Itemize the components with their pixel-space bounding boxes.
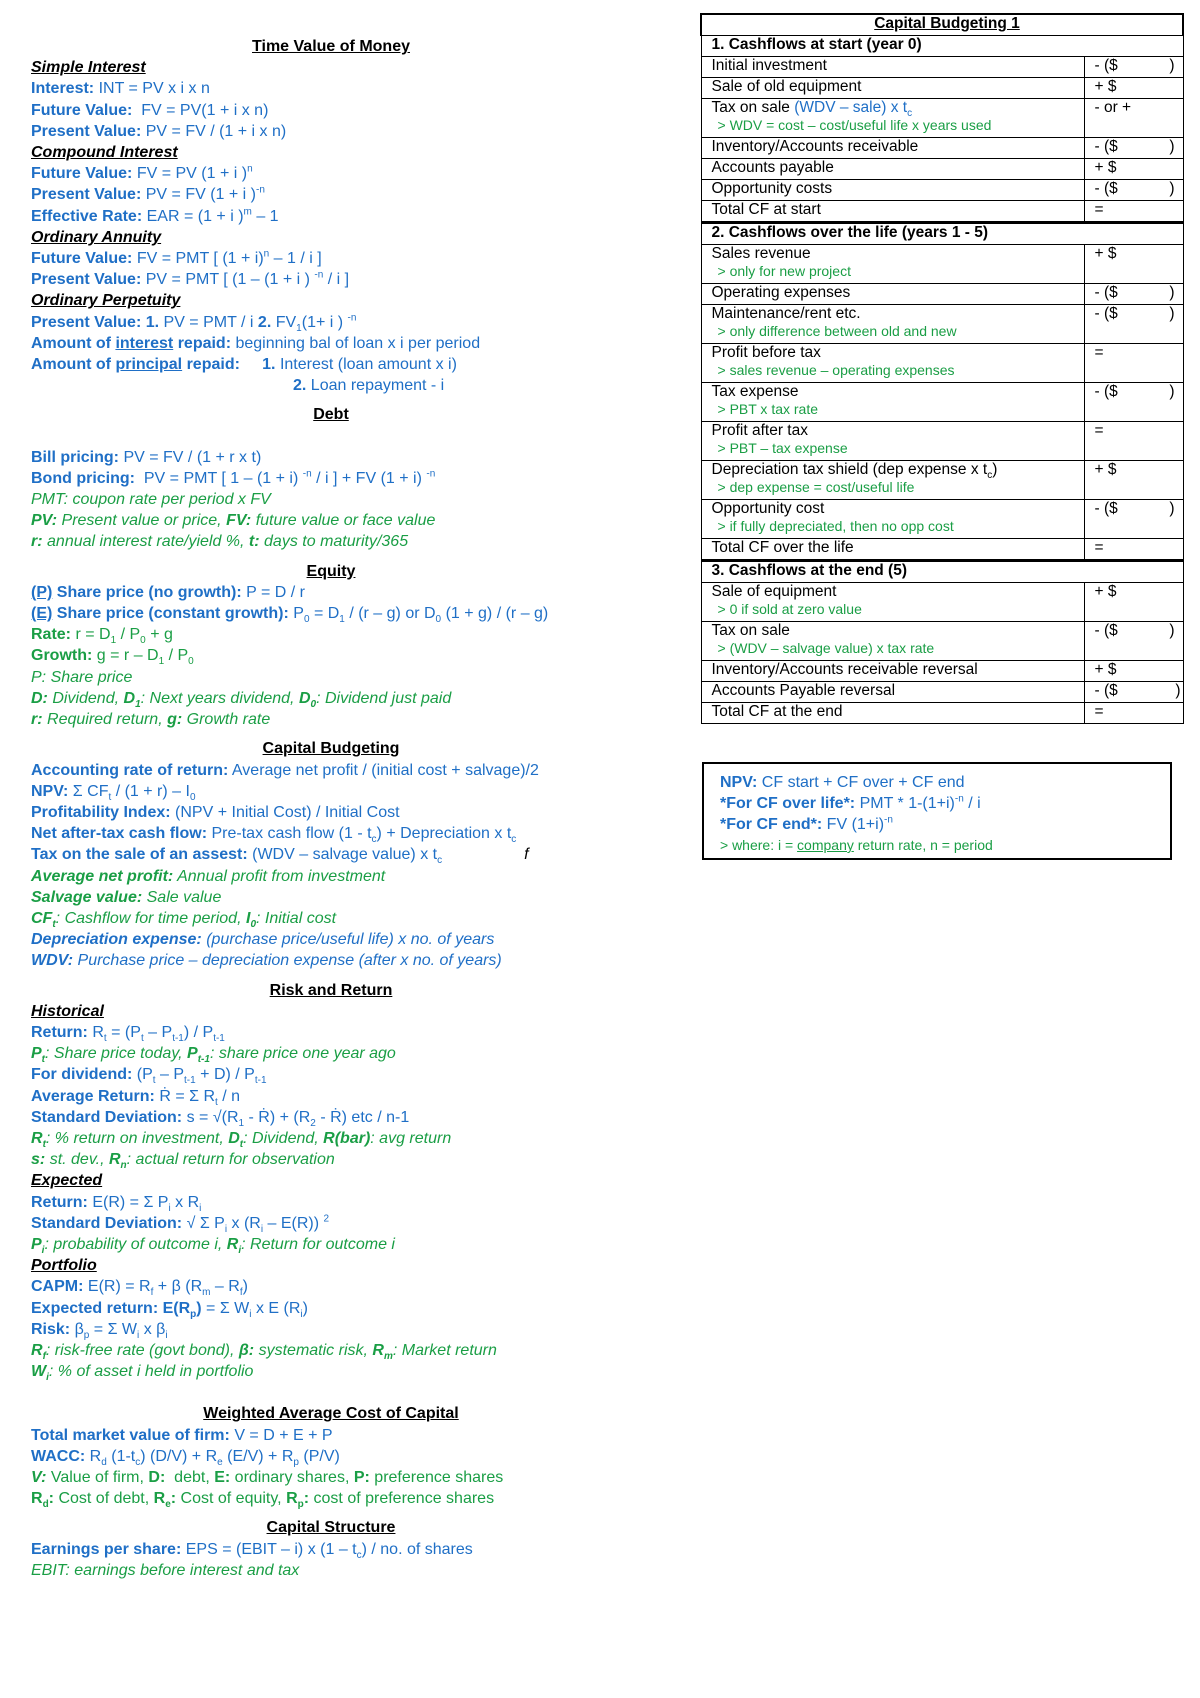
formula-simple-fv: Future Value: FV = PV(1 + i x n) bbox=[31, 101, 269, 119]
formula-rate: Rate: $r = D_1 / P_0 + g$ bbox=[31, 626, 173, 647]
formula-principal-repaid: Amount of principal repaid: 1. Interest (loan amount x i) bbox=[31, 356, 457, 374]
section-heading-capital-budgeting: Capital Budgeting bbox=[262, 740, 400, 758]
definition-rt: $R_t$: % return on investment, $D_t$: Dividend, R(bar): avg return bbox=[31, 1129, 452, 1151]
table-row: Profit before tax > sales revenue – operating expenses = bbox=[701, 344, 1183, 383]
table-row: Tax on sale > (WDV – salvage value) x tax rate - ($ ) bbox=[701, 622, 1183, 661]
formula-share-price-no-growth: (P) Share price (no growth): P = D / r bbox=[31, 583, 305, 601]
definition-average-net-profit: Average net profit: Annual profit from investment bbox=[31, 867, 386, 885]
table-row: Total CF at the end = bbox=[701, 703, 1183, 724]
table-row: Accounts Payable reversal - ($ ) bbox=[701, 682, 1183, 703]
table-row: Tax expense > PBT x tax rate - ($ ) bbox=[701, 383, 1183, 422]
definition-depreciation: Depreciation expense: (purchase price/useful life) x no. of years bbox=[31, 931, 495, 949]
formula-eps: Earnings per share: EPS = (EBIT – i) x $(1 - t_c)$ / no. of shares bbox=[31, 1540, 473, 1561]
npv-cf-over-life: *For CF over life*: PMT * $1-(1+i)^{-n} / i$ bbox=[720, 793, 981, 812]
formula-simple-pv: Present Value: PV = FV / (1 + i x n) bbox=[31, 122, 287, 140]
formula-annuity-pv: Present Value: PV = PMT [ (1 – (1 + i ) $^{-n}$ / i ] bbox=[31, 269, 350, 289]
formula-wacc: WACC: $R_d$ $(1-t_c) (D/V) + R_e$ $(E/V) + R_p$ (P/V) bbox=[31, 1447, 340, 1468]
formula-expected-return: Return: E(R) = Σ $P_i$ x $R_i$ bbox=[31, 1193, 202, 1214]
formula-arr: Accounting rate of return: Average net profit / (initial cost + salvage)/2 bbox=[31, 761, 539, 779]
formula-return: Return: $R_t = (P_t - P_{t-1}) / P_{t-1}$ bbox=[31, 1023, 225, 1045]
formula-share-price-constant-growth: (E) Share price (constant growth): $P_0 = D_1 / (r - g)$ or $D_0$ (1 + g) / (r – g) bbox=[31, 605, 549, 626]
section-heading-capital-structure: Capital Structure bbox=[266, 1519, 396, 1537]
table-row: Depreciation tax shield (dep expense x $t_c$) > dep expense = cost/useful life + $ bbox=[701, 461, 1183, 500]
formula-principal-repaid-2: 2. Loan repayment - i bbox=[293, 377, 445, 395]
table-section-end: 3. Cashflows at the end (5) bbox=[701, 561, 1183, 583]
subheading-ordinary-perpetuity: Ordinary Perpetuity bbox=[31, 292, 181, 310]
section-heading-wacc: Weighted Average Cost of Capital bbox=[203, 1405, 459, 1423]
formula-interest-repaid: Amount of interest repaid: beginning bal of loan x i per period bbox=[31, 334, 481, 352]
formula-perpetuity-pv: Present Value: 1. PV = PMT / i 2. $FV_1(1+ i$ ) $^{-n}$ bbox=[31, 312, 357, 334]
subheading-compound-interest: Compound Interest bbox=[31, 144, 178, 162]
definition-s: s: st. dev., $R_n$: actual return for observation bbox=[31, 1151, 335, 1172]
subheading-ordinary-annuity: Ordinary Annuity bbox=[31, 228, 162, 246]
table-row: Sale of equipment > 0 if sold at zero value + $ bbox=[701, 583, 1183, 622]
formula-annuity-fv: Future Value: FV = PMT [ $(1 + i)^n - 1 / i$ ] bbox=[31, 248, 322, 268]
formula-dividend-return: For dividend: $(P_t - P_{t-1} + D) / P_{t-1}$ bbox=[31, 1066, 267, 1087]
definition-r-t: r: annual interest rate/yield %, t: days to maturity/365 bbox=[31, 533, 409, 551]
definition-ebit: EBIT: earnings before interest and tax bbox=[31, 1561, 300, 1579]
section-heading-debt: Debt bbox=[313, 406, 349, 424]
table-row: Accounts payable + $ bbox=[701, 159, 1183, 180]
table-row: Opportunity cost > if fully depreciated, then no opp cost - ($ ) bbox=[701, 500, 1183, 539]
definition-wdv: WDV: Purchase price – depreciation expense (after x no. of years) bbox=[31, 952, 502, 970]
section-heading-tvm: Time Value of Money bbox=[252, 38, 410, 55]
section-heading-equity: Equity bbox=[306, 562, 356, 580]
formula-compound-fv: Future Value: FV = PV (1 + i )$^n$ bbox=[31, 163, 253, 183]
definition-wacc-vars: V: Value of firm, D: debt, E: ordinary shares, P: preference shares bbox=[31, 1469, 504, 1486]
formula-tax-on-sale: Tax on the sale of an assest: (WDV – salvage value) x $t_c$ f bbox=[31, 846, 529, 867]
definition-wacc-costs: $R_d$: Cost of debt, $R_e$: Cost of equity, $R_p$: cost of preference shares bbox=[31, 1490, 495, 1511]
formula-portfolio-risk: Risk: $\beta_p = \Sigma$ $W_i$ x $\beta_i$ bbox=[31, 1320, 168, 1341]
formula-ear: Effective Rate: EAR = (1 + i )$^m$ – 1 bbox=[31, 206, 279, 225]
table-row: Sale of old equipment + $ bbox=[701, 78, 1183, 99]
subheading-simple-interest: Simple Interest bbox=[31, 59, 146, 77]
capital-budgeting-table bbox=[700, 13, 1184, 724]
formula-npv: NPV: Σ $CF_t / (1 + r) - I_0$ bbox=[31, 782, 196, 803]
definition-cf: $CF_t$: Cashflow for time period, $I_0$: Initial cost bbox=[31, 909, 337, 931]
definition-salvage-value: Salvage value: Sale value bbox=[31, 888, 222, 906]
formula-total-market-value: Total market value of firm: V = D + E + P bbox=[31, 1426, 333, 1444]
subheading-historical: Historical bbox=[31, 1002, 104, 1020]
formula-average-return: Average Return: Ṙ = Σ $R_t$ / n bbox=[31, 1087, 241, 1108]
formula-column bbox=[31, 36, 671, 1581]
npv-where-note: > where: i = company return rate, n = period bbox=[720, 837, 993, 853]
section-heading-risk-return: Risk and Return bbox=[269, 981, 393, 999]
table-row: Tax on sale (WDV – sale) x $t_c$ > WDV = cost – cost/useful life x years used - or + bbox=[701, 99, 1183, 138]
definition-d: D: Dividend, $D_1$: Next years dividend, $D_0$: Dividend just paid bbox=[31, 689, 452, 711]
subheading-expected: Expected bbox=[31, 1172, 103, 1190]
npv-line: NPV: CF start + CF over + CF end bbox=[720, 774, 965, 791]
subheading-portfolio: Portfolio bbox=[31, 1257, 97, 1275]
npv-summary-box bbox=[702, 762, 1172, 860]
definition-pv-fv: PV: Present value or price, FV: future value or face value bbox=[31, 512, 436, 530]
formula-growth: Growth: $g = r - D_1 / P_0$ bbox=[31, 647, 194, 668]
table-row: Profit after tax > PBT – tax expense = bbox=[701, 422, 1183, 461]
formula-expected-sd: Standard Deviation: √ Σ $P_i$ x $(R_i - E(R))$ $^2$ bbox=[31, 1213, 330, 1235]
table-row: Inventory/Accounts receivable reversal + $ bbox=[701, 661, 1183, 682]
formula-bill-pricing: Bill pricing: PV = FV / (1 + r x t) bbox=[31, 448, 262, 466]
formula-compound-pv: Present Value: PV = FV (1 + i )$^{-n}$ bbox=[31, 185, 265, 204]
definition-wi: $W_i$: % of asset i held in portfolio bbox=[31, 1363, 254, 1384]
formula-historical-sd: Standard Deviation: $s = √(R_1$ - Ṙ) + ($R_2$ - Ṙ) etc / n-1 bbox=[31, 1108, 410, 1129]
table-row: Sales revenue > only for new project + $ bbox=[701, 245, 1183, 284]
table-row: Opportunity costs - ($ ) bbox=[701, 180, 1183, 201]
table-row: Inventory/Accounts receivable - ($ ) bbox=[701, 138, 1183, 159]
definition-r-g: r: Required return, g: Growth rate bbox=[31, 711, 271, 729]
table-section-start: 1. Cashflows at start (year 0) bbox=[701, 36, 1183, 57]
definition-pt: $P_t$: Share price today, $P_{t-1}$: share price one year ago bbox=[31, 1045, 396, 1066]
formula-capm: CAPM: $E(R) = R_f + \beta$ $(R_m - R_f)$ bbox=[31, 1278, 248, 1299]
formula-net-after-tax-cash-flow: Net after-tax cash flow: Pre-tax cash flow $(1 - t_c)$ + Depreciation x $t_c$ bbox=[31, 825, 517, 846]
formula-interest: Interest: INT = PV x i x n bbox=[31, 80, 210, 98]
table-title: Capital Budgeting 1 bbox=[701, 14, 1183, 36]
formula-profitability-index: Profitability Index: (NPV + Initial Cost) / Initial Cost bbox=[31, 803, 400, 821]
definition-pmt: PMT: coupon rate per period x FV bbox=[31, 491, 271, 509]
definition-p: P: Share price bbox=[31, 668, 133, 686]
table-row: Maintenance/rent etc. > only difference between old and new - ($ ) bbox=[701, 305, 1183, 344]
formula-portfolio-expected-return: Expected return: $E(R_p) = \Sigma$ $W_i$ x E $(R_i)$ bbox=[31, 1299, 308, 1320]
npv-cf-end: *For CF end*: FV $(1+i)^{-n}$ bbox=[720, 814, 893, 833]
formula-bond-pricing: Bond pricing: PV = PMT [ 1 – (1 + i) $^{-n}$ / i ] + FV (1 + i) $^{-n}$ bbox=[31, 468, 436, 487]
table-row: Total CF over the life = bbox=[701, 539, 1183, 561]
table-row: Initial investment - ($ ) bbox=[701, 57, 1183, 78]
definition-pi: $P_i$: probability of outcome i, $R_i$: Return for outcome i bbox=[31, 1235, 395, 1257]
table-row: Operating expenses - ($ ) bbox=[701, 284, 1183, 305]
table-section-life: 2. Cashflows over the life (years 1 - 5) bbox=[701, 223, 1183, 245]
table-row: Total CF at start = bbox=[701, 201, 1183, 223]
definition-rf: $R_f$: risk-free rate (govt bond), β: systematic risk, $R_m$: Market return bbox=[31, 1341, 497, 1363]
